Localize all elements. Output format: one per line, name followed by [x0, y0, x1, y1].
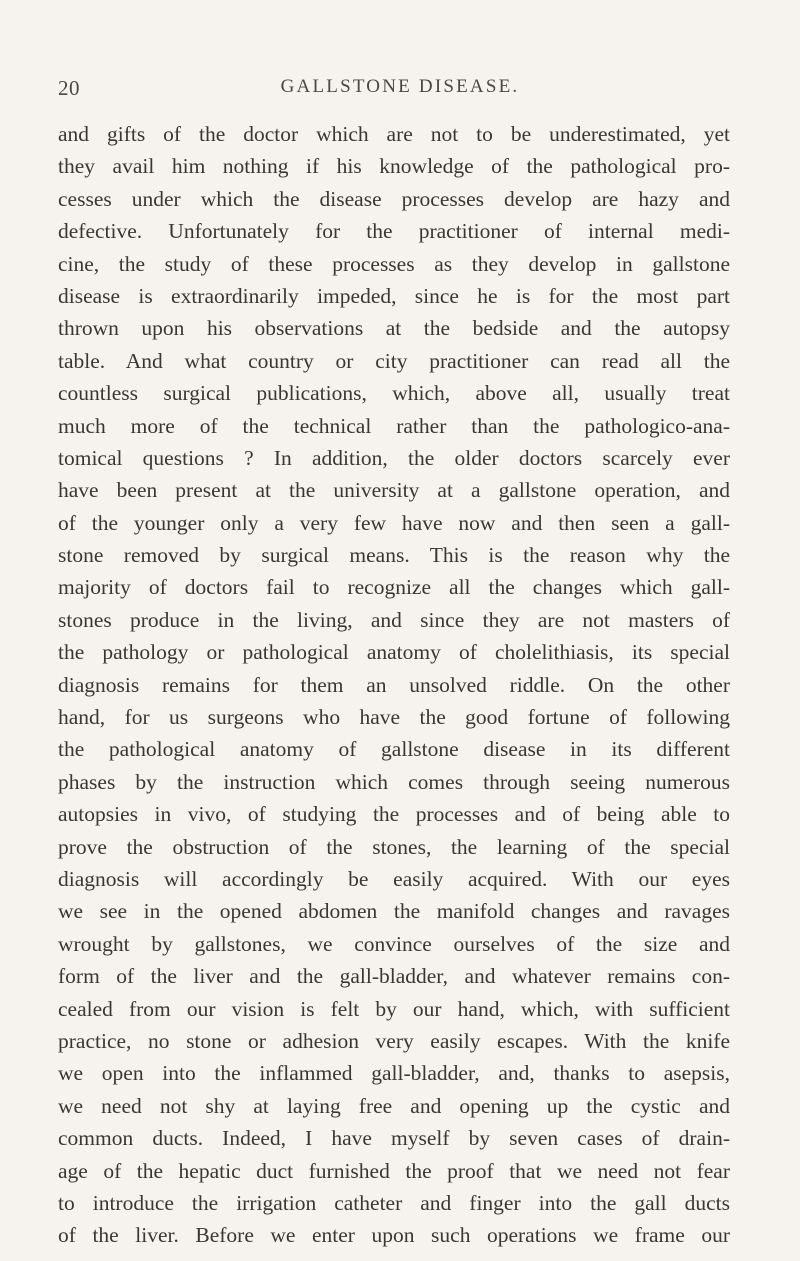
text-line: wrought by gallstones, we convince ourselves of the size and	[58, 931, 730, 956]
text-line: of the liver. Before we enter upon such operations we frame our	[58, 1223, 730, 1248]
text-line: practice, no stone or adhesion very easily escapes. With the knife	[58, 1028, 730, 1053]
text-line: phases by the instruction which comes through seeing numerous	[58, 769, 730, 794]
text-line: cine, the study of these processes as they develop in gallstone	[58, 251, 730, 276]
body-text	[58, 118, 730, 1252]
text-line: the pathological anatomy of gallstone disease in its different	[58, 737, 730, 762]
text-line: form of the liver and the gall-bladder, and whatever remains con-	[58, 964, 730, 989]
text-line: diagnosis will accordingly be easily acquired. With our eyes	[58, 866, 730, 891]
text-line: cealed from our vision is felt by our hand, which, with sufficient	[58, 996, 730, 1021]
text-line: diagnosis remains for them an unsolved riddle. On the other	[58, 672, 730, 697]
text-line: age of the hepatic duct furnished the proof that we need not fear	[58, 1158, 730, 1183]
text-line: stones produce in the living, and since they are not masters of	[58, 607, 730, 632]
text-line: majority of doctors fail to recognize all the changes which gall-	[58, 575, 730, 600]
text-line: much more of the technical rather than the pathologico-ana-	[58, 413, 730, 438]
text-line: stone removed by surgical means. This is the reason why the	[58, 543, 730, 568]
text-line: hand, for us surgeons who have the good fortune of following	[58, 705, 730, 730]
text-line: cesses under which the disease processes develop are hazy and	[58, 186, 730, 211]
text-line: defective. Unfortunately for the practitioner of internal medi-	[58, 219, 730, 244]
running-head: GALLSTONE DISEASE.	[280, 76, 520, 97]
text-line: and gifts of the doctor which are not to be underestimated, yet	[58, 122, 730, 146]
text-line: we see in the opened abdomen the manifold changes and ravages	[58, 899, 730, 924]
text-line: table. And what country or city practitioner can read all the	[58, 348, 730, 373]
text-line: common ducts. Indeed, I have myself by seven cases of drain-	[58, 1126, 730, 1151]
text-line: we open into the inflammed gall-bladder, and, thanks to asepsis,	[58, 1061, 730, 1086]
page-header	[0, 76, 800, 106]
text-line: the pathology or pathological anatomy of cholelithiasis, its special	[58, 640, 730, 665]
text-line: of the younger only a very few have now and then seen a gall-	[58, 510, 730, 535]
text-line: tomical questions ? In addition, the older doctors scarcely ever	[58, 445, 730, 470]
page-number: 20	[58, 76, 80, 100]
text-line: thrown upon his observations at the bedside and the autopsy	[58, 316, 730, 341]
text-line: countless surgical publications, which, above all, usually treat	[58, 381, 730, 406]
text-line: we need not shy at laying free and opening up the cystic and	[58, 1093, 730, 1118]
text-line: they avail him nothing if his knowledge of the pathological pro-	[58, 154, 730, 179]
text-line: disease is extraordinarily impeded, since he is for the most part	[58, 283, 730, 308]
text-line: autopsies in vivo, of studying the processes and of being able to	[58, 802, 730, 827]
text-line: prove the obstruction of the stones, the learning of the special	[58, 834, 730, 859]
text-line: have been present at the university at a gallstone operation, and	[58, 478, 730, 503]
text-line: to introduce the irrigation catheter and finger into the gall ducts	[58, 1190, 730, 1215]
